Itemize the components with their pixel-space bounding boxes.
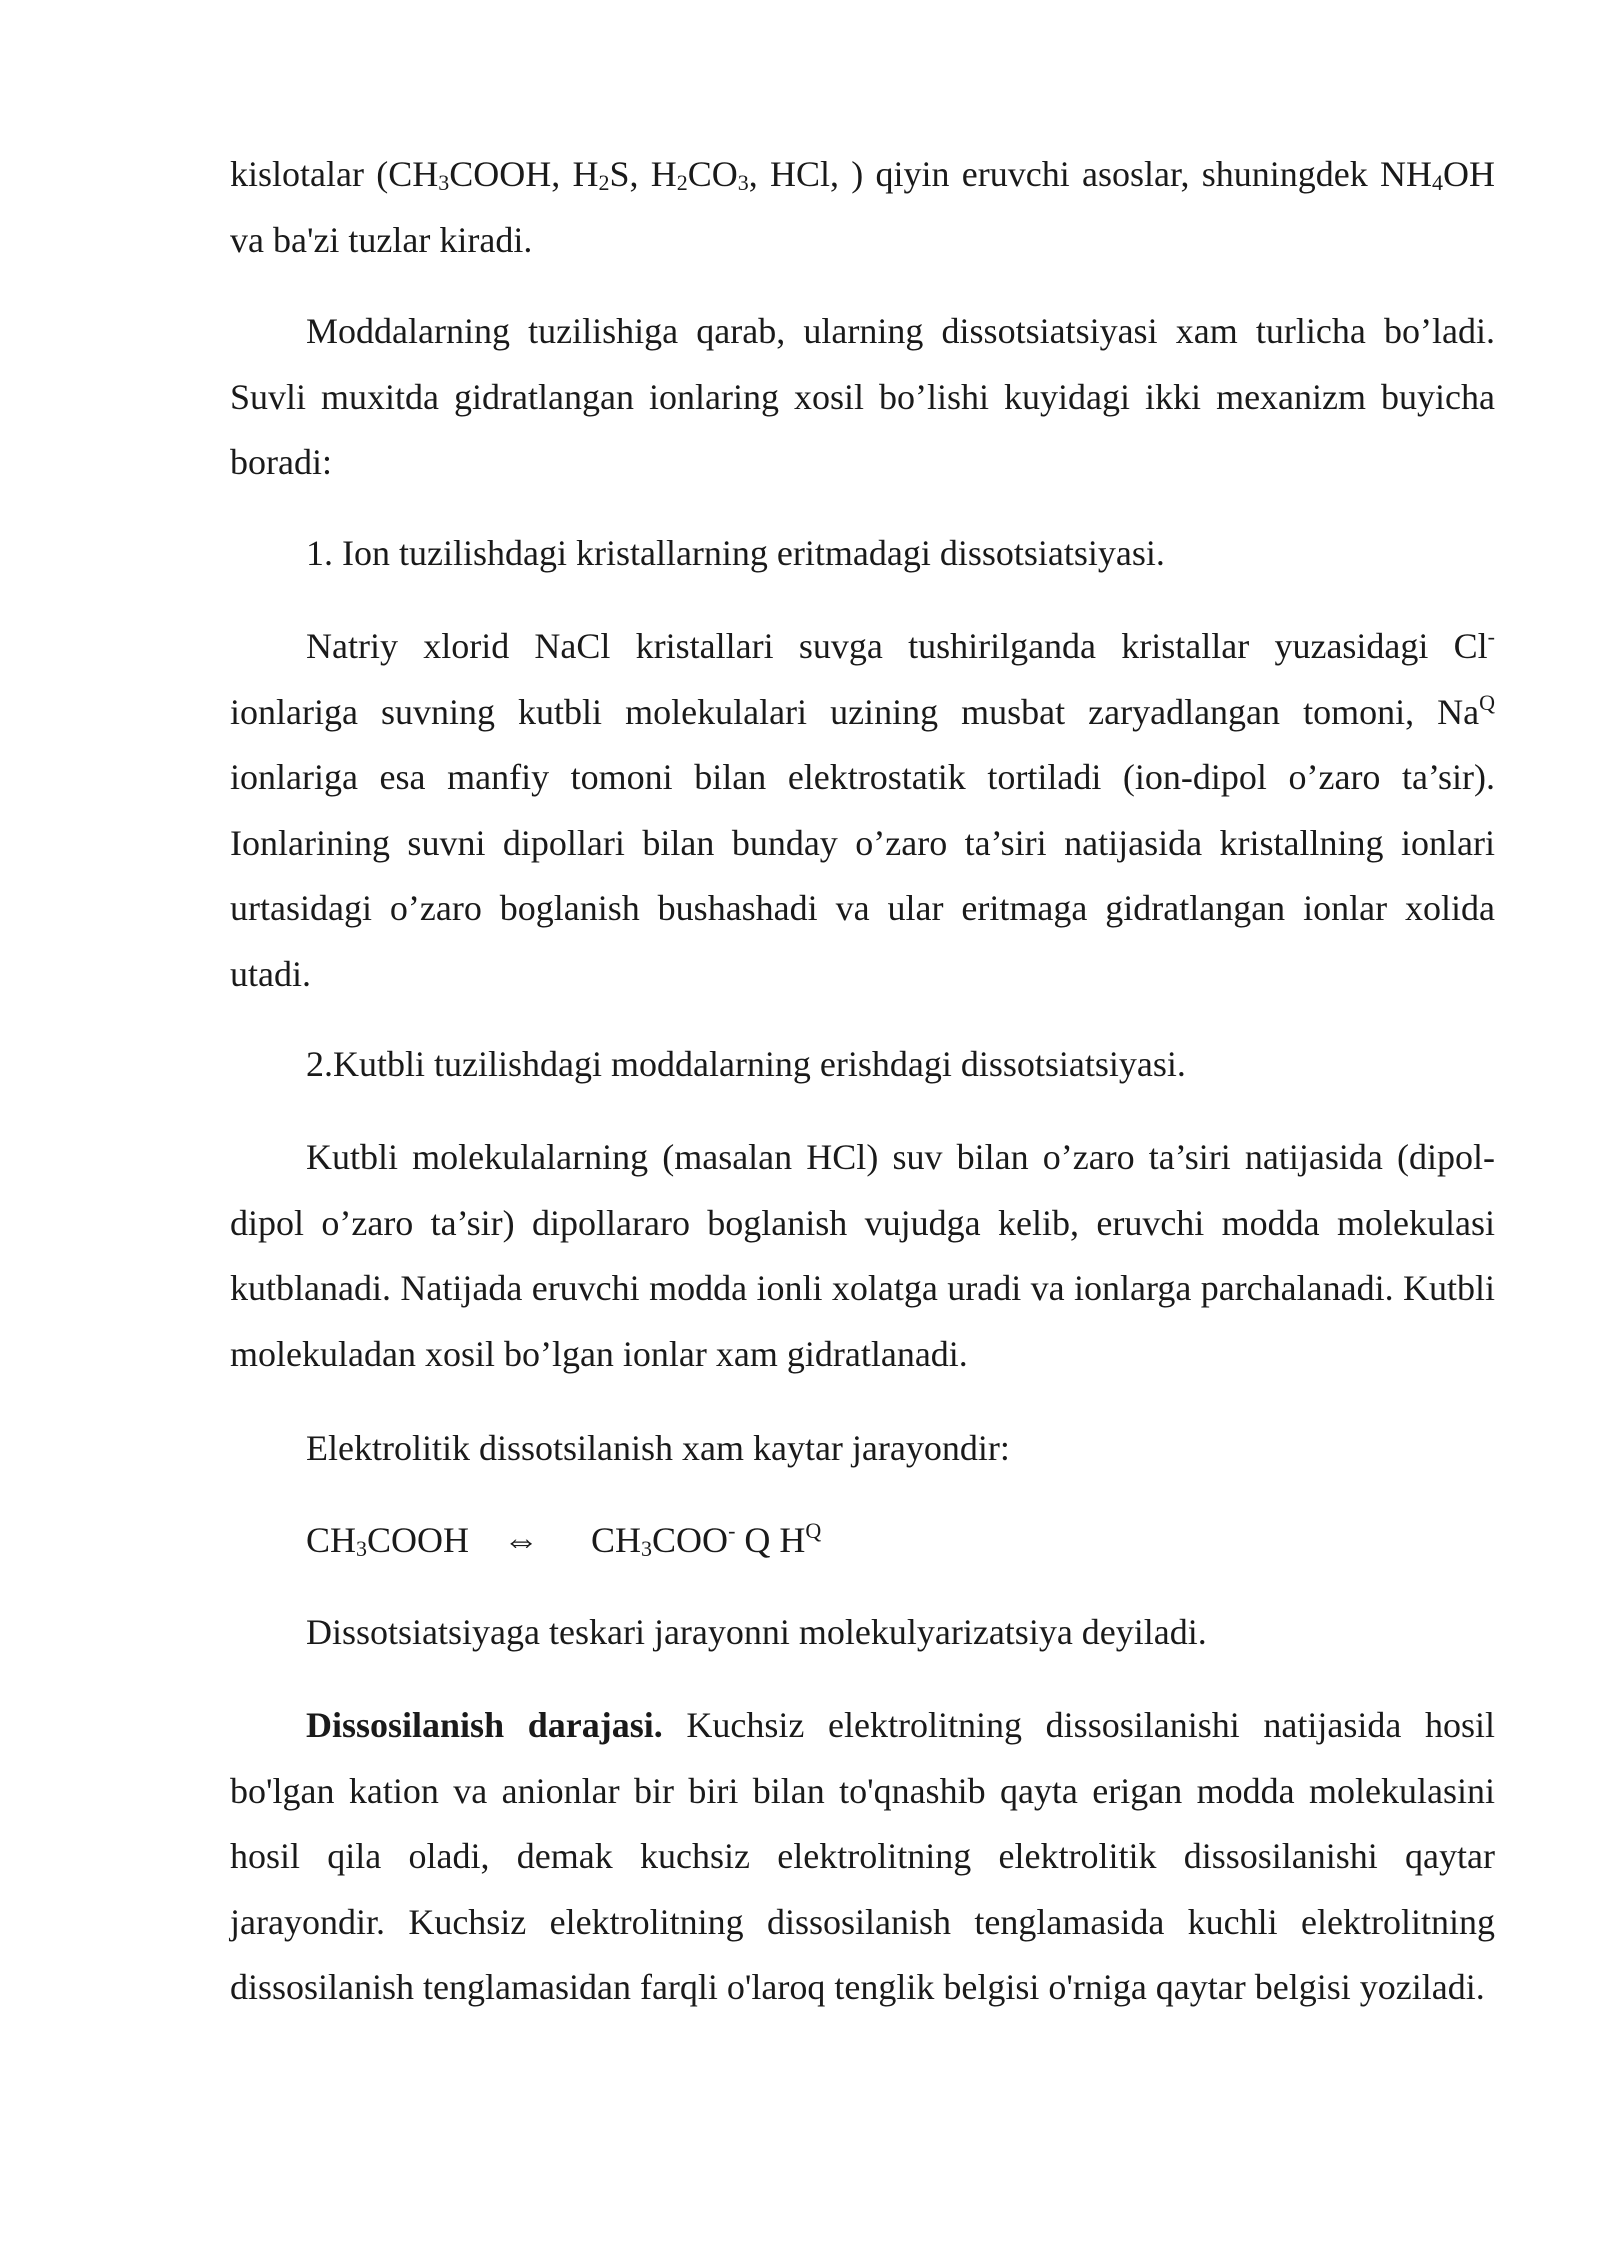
paragraph-5: 2.Kutbli tuzilishdagi moddalarning erishdagi dissotsiatsiyasi. <box>306 1044 1186 1084</box>
section-heading: Dissosilanish darajasi. <box>306 1705 663 1745</box>
reversible-arrow: ⇔ <box>503 1520 540 1560</box>
paragraph-2: Moddalarning tuzilishiga qarab, ularning dissotsiatsiyasi xam turlicha bo’ladi. Suvli muxitda gidratlangan ionlaring xosil bo’lishi kuyidagi ikki mexanizm buyicha boradi: <box>230 311 1495 482</box>
equation: $CH_3COOH$ ⇔ $CH_3COO^-$ Q $H^Q$ <box>306 1518 822 1561</box>
paragraph-6: Kutbli molekulalarning (masalan HCl) suv bilan o’zaro ta’siri natijasida (dipol-dipol o’zaro ta’sir) dipollararo boglanish vujudga kelib, eruvchi modda molekulasi kutblanadi. Natijada eruvchi modda ionli xolatga uradi va ionlarga parchalanadi. Kutbli molekuladan xosil bo’lgan ionlar xam gidratlanadi. <box>230 1137 1495 1374</box>
paragraph-9: Dissosilanish darajasi. Kuchsiz elektrolitning dissosilanishi natijasida hosil bo'lgan kation va anionlar bir biri bilan to'qnashib qayta erigan modda molekulasini hosil qila oladi, demak kuchsiz elektrolitning elektrolitik dissosilanishi qaytar jarayondir. Kuchsiz elektrolitning dissosilanish tenglamasida kuchli elektrolitning dissosilanish tenglamasidan farqli o'laroq tenglik belgisi o'rniga qaytar belgisi yoziladi. <box>230 1705 1496 2007</box>
paragraph-1: kislotalar ($CH_3COOH$, $H_2S$, $H_2CO_3$, HCl, ) qiyin eruvchi asoslar, shuningdek $NH_4OH$ va ba'zi tuzlar kiradi. <box>230 154 1495 260</box>
paragraph-8: Dissotsiatsiyaga teskari jarayonni molekulyarizatsiya deyiladi. <box>306 1612 1207 1652</box>
paragraph-4: Natriy xlorid NaCl kristallari suvga tushirilganda kristallar yuzasidagi Cl- ionlariga suvning kutbli molekulalari uzining musbat zaryadlangan tomoni, $Na^Q$ ionlariga esa manfiy tomoni bilan elektrostatik tortiladi (ion-dipol o’zaro ta’sir). Ionlarining suvni dipollari bilan bunday o’zaro ta’siri natijasida kristallning ionlari urtasidagi o’zaro boglanish bushashadi va ular eritmaga gidratlangan ionlar xolida utadi. <box>230 624 1495 994</box>
paragraph-7: Elektrolitik dissotsilanish xam kaytar jarayondir: <box>306 1428 1010 1468</box>
paragraph-3: 1. Ion tuzilishdagi kristallarning eritmadagi dissotsiatsiyasi. <box>306 533 1165 573</box>
